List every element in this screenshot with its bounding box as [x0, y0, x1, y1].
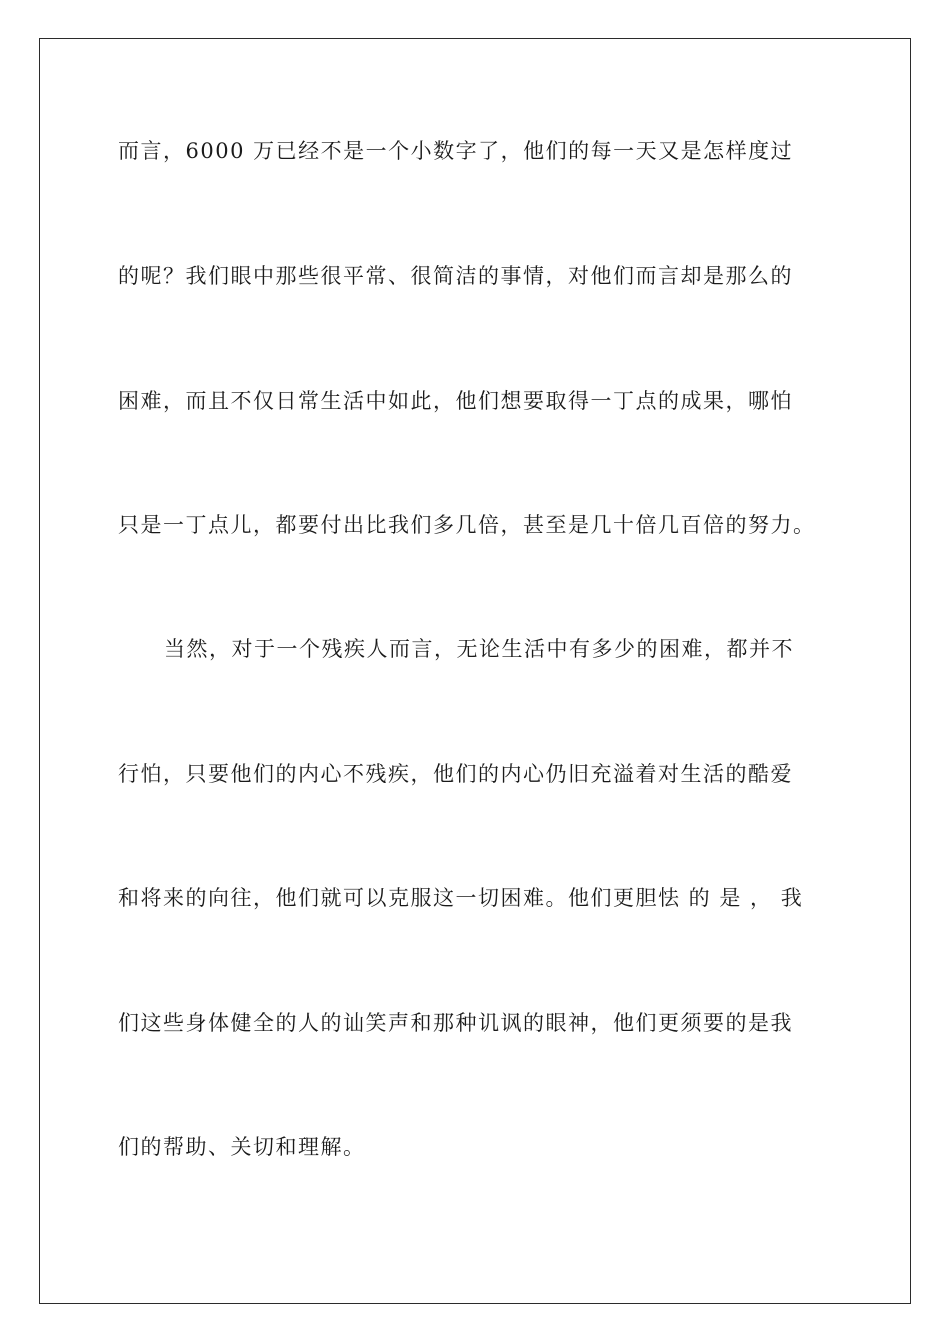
paragraph-line-4: 只是一丁点儿，都要付出比我们多几倍，甚至是几十倍几百倍的努力。 [118, 513, 816, 537]
paragraph-line-6: 行怕，只要他们的内心不残疾，他们的内心仍旧充溢着对生活的酷爱 [118, 762, 793, 786]
paragraph-line-2: 的呢？我们眼中那些很平常、很简洁的事情，对他们而言却是那么的 [118, 264, 793, 288]
paragraph-line-8: 们这些身体健全的人的讪笑声和那种讥讽的眼神，他们更须要的是我 [118, 1011, 793, 1035]
paragraph-line-7: 和将来的向往，他们就可以克服这一切困难。他们更胆怯 的 是 ， 我 [118, 886, 804, 910]
paragraph-line-9: 们的帮助、关切和理解。 [118, 1135, 366, 1159]
page-border [39, 38, 911, 1304]
paragraph-line-1: 而言，6000 万已经不是一个小数字了，他们的每一天又是怎样度过 [118, 139, 794, 163]
paragraph-line-3: 困难，而且不仅日常生活中如此，他们想要取得一丁点的成果，哪怕 [118, 389, 793, 413]
paragraph-line-5: 当然，对于一个残疾人而言，无论生活中有多少的困难，都并不 [164, 637, 794, 661]
